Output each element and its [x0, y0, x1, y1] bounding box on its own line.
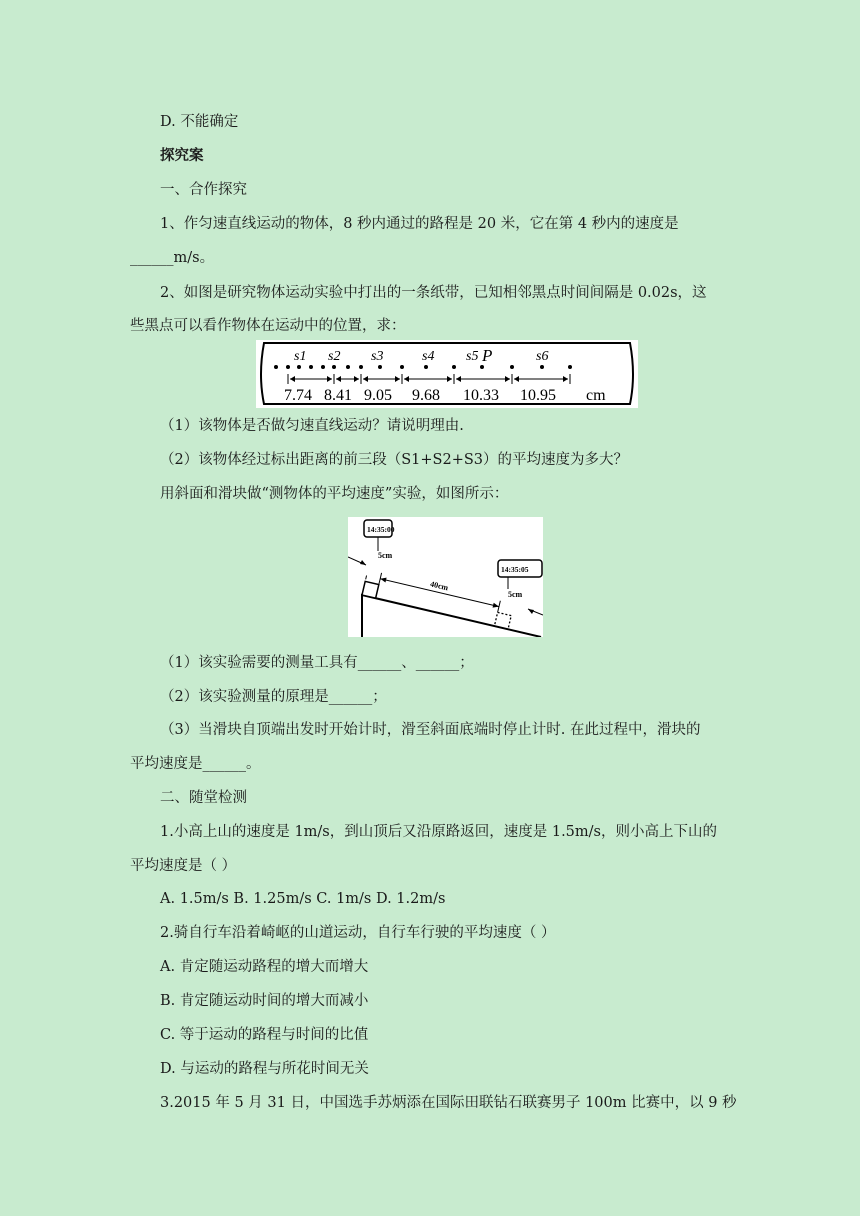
- tape-distance-3: 9.05: [364, 387, 392, 404]
- tape-distance-4: 9.68: [412, 387, 440, 404]
- block-length-top: 5cm: [378, 551, 393, 560]
- test-question-2-option-a: A. 肯定随运动路程的增大而增大: [160, 959, 369, 975]
- incline-part-3-cont: 平均速度是______。: [130, 756, 261, 772]
- tape-distance-2: 8.41: [324, 387, 352, 404]
- incline-intro: 用斜面和滑块做“测物体的平均速度”实验，如图所示：: [160, 486, 509, 502]
- test-question-1: 1.小高上山的速度是 1m/s，到山顶后又沿原路返回，速度是 1.5m/s，则小高上下山的: [160, 824, 717, 840]
- timer-end: 14:35:05: [501, 565, 529, 574]
- paper-tape-figure: [256, 340, 638, 408]
- incline-figure: [348, 517, 543, 637]
- incline-svg: [348, 517, 543, 637]
- test-question-2-option-b: B. 肯定随运动时间的增大而减小: [160, 993, 369, 1009]
- test-question-2: 2.骑自行车沿着崎岖的山道运动，自行车行驶的平均速度（ ）: [160, 925, 556, 941]
- tape-label-s3: s3: [371, 349, 384, 364]
- tape-distance-5: 10.33: [463, 387, 499, 404]
- test-question-1-options: A. 1.5m/s B. 1.25m/s C. 1m/s D. 1.2m/s: [160, 891, 446, 907]
- distance-label: 40cm: [429, 579, 450, 593]
- question-1-text: 1、作匀速直线运动的物体，8 秒内通过的路程是 20 米，它在第 4 秒内的速度是: [160, 216, 679, 232]
- test-question-3: 3.2015 年 5 月 31 日，中国选手苏炳添在国际田联钻石联赛男子 100m 比赛中，以 9 秒: [160, 1095, 737, 1111]
- question-2-part-1: （1）该物体是否做匀速直线运动？请说明理由.: [160, 418, 464, 434]
- section-heading-explore: 探究案: [160, 147, 204, 164]
- tape-label-s6: s6: [536, 349, 549, 364]
- question-2-part-2: （2）该物体经过标出距离的前三段（S1+S2+S3）的平均速度为多大？: [160, 452, 628, 468]
- question-2-text-cont: 些黑点可以看作物体在运动中的位置，求：: [130, 318, 406, 334]
- tape-label-s1: s1: [294, 349, 307, 364]
- option-d: D. 不能确定: [160, 114, 239, 130]
- tape-label-p: P: [482, 346, 493, 365]
- tape-label-s5: s5: [466, 349, 479, 364]
- question-1-blank: ______m/s。: [130, 250, 215, 266]
- timer-start: 14:35:00: [367, 525, 395, 534]
- tape-label-s2: s2: [328, 349, 341, 364]
- test-question-1-cont: 平均速度是（ ）: [130, 858, 237, 874]
- tape-distance-6: 10.95: [520, 387, 556, 404]
- incline-part-1: （1）该实验需要的测量工具有______、______；: [160, 655, 474, 671]
- question-2-text: 2、如图是研究物体运动实验中打出的一条纸带，已知相邻黑点时间间隔是 0.02s，这: [160, 285, 707, 301]
- subheading-cooperative: 一、合作探究: [160, 182, 247, 198]
- incline-part-3: （3）当滑块自顶端出发时开始计时，滑至斜面底端时停止计时. 在此过程中，滑块的: [160, 722, 701, 738]
- test-question-2-option-c: C. 等于运动的路程与时间的比值: [160, 1027, 369, 1043]
- block-length-bottom: 5cm: [508, 590, 523, 599]
- tape-unit: cm: [586, 387, 606, 404]
- paper-tape-svg: [256, 340, 638, 408]
- subheading-in-class-test: 二、随堂检测: [160, 790, 247, 806]
- tape-label-s4: s4: [422, 349, 435, 364]
- incline-part-2: （2）该实验测量的原理是______；: [160, 689, 387, 705]
- tape-distance-1: 7.74: [284, 387, 312, 404]
- test-question-2-option-d: D. 与运动的路程与所花时间无关: [160, 1061, 369, 1077]
